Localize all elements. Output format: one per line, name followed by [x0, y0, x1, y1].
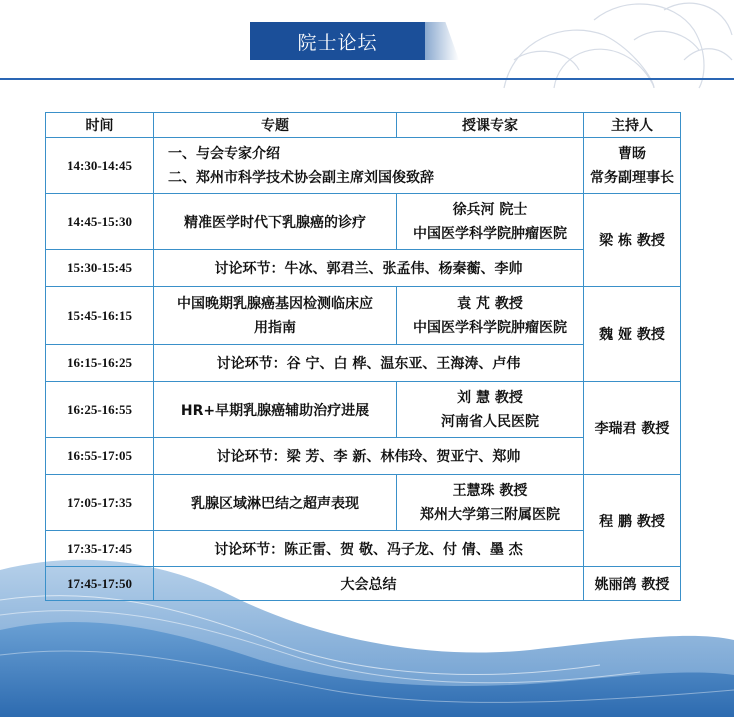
host-cell: 姚丽鸽 教授	[584, 567, 681, 601]
host-cell: 李瑞君 教授	[584, 382, 681, 475]
section-title-banner	[250, 22, 425, 60]
host-cell: 程 鹏 教授	[584, 475, 681, 567]
header-time: 时间	[46, 113, 154, 138]
expert-affiliation: 郑州大学第三附属医院	[420, 506, 560, 523]
expert-cell	[397, 287, 584, 345]
expert-affiliation: 中国医学科学院肿瘤医院	[413, 319, 567, 336]
table-row	[46, 194, 681, 250]
topic-cell: 乳腺区域淋巴结之超声表现	[154, 475, 397, 531]
host-name: 曹旸	[618, 145, 646, 162]
topic-line: 二、郑州市科学技术协会副主席刘国俊致辞	[168, 169, 434, 186]
expert-name: 刘 慧 教授	[457, 389, 523, 406]
expert-name: 徐兵河 院士	[452, 201, 528, 218]
topic-cell	[154, 138, 584, 194]
section-title: 院士论坛	[297, 31, 378, 54]
header-expert: 授课专家	[397, 113, 584, 138]
time-cell: 16:15-16:25	[46, 345, 154, 382]
time-cell: 17:35-17:45	[46, 531, 154, 567]
topic-cell	[154, 287, 397, 345]
expert-cell	[397, 475, 584, 531]
time-cell: 15:30-15:45	[46, 250, 154, 287]
time-cell: 15:45-16:15	[46, 287, 154, 345]
table-row	[46, 475, 681, 531]
topic-cell: HR+早期乳腺癌辅助治疗进展	[154, 382, 397, 438]
table-row	[46, 138, 681, 194]
table-row	[46, 567, 681, 601]
topic-cell: 精准医学时代下乳腺癌的诊疗	[154, 194, 397, 250]
topic-line: 一、与会专家介绍	[168, 145, 280, 162]
summary-cell: 大会总结	[154, 567, 584, 601]
topic-line: 用指南	[254, 319, 296, 336]
header-topic: 专题	[154, 113, 397, 138]
expert-cell	[397, 382, 584, 438]
table-row	[46, 287, 681, 345]
time-cell: 17:45-17:50	[46, 567, 154, 601]
host-cell: 魏 娅 教授	[584, 287, 681, 382]
schedule-table	[45, 112, 681, 601]
time-cell: 16:55-17:05	[46, 438, 154, 475]
discussion-cell: 讨论环节：牛冰、郭君兰、张孟伟、杨秦蘅、李帅	[154, 250, 584, 287]
header-host: 主持人	[584, 113, 681, 138]
time-cell: 16:25-16:55	[46, 382, 154, 438]
expert-affiliation: 河南省人民医院	[441, 413, 539, 430]
expert-name: 袁 芃 教授	[457, 295, 523, 312]
header-divider	[0, 78, 734, 80]
host-cell	[584, 138, 681, 194]
discussion-cell: 讨论环节：陈正雷、贺 敬、冯子龙、付 倩、墨 杰	[154, 531, 584, 567]
table-row	[46, 382, 681, 438]
time-cell: 17:05-17:35	[46, 475, 154, 531]
topic-line: 中国晚期乳腺癌基因检测临床应	[177, 295, 373, 312]
table-header-row	[46, 113, 681, 138]
expert-name: 王慧珠 教授	[452, 482, 528, 499]
time-cell: 14:30-14:45	[46, 138, 154, 194]
host-title: 常务副理事长	[590, 169, 674, 186]
host-cell: 梁 栋 教授	[584, 194, 681, 287]
discussion-cell: 讨论环节：谷 宁、白 桦、温东亚、王海涛、卢伟	[154, 345, 584, 382]
discussion-cell: 讨论环节：梁 芳、李 新、林伟玲、贺亚宁、郑帅	[154, 438, 584, 475]
expert-affiliation: 中国医学科学院肿瘤医院	[413, 225, 567, 242]
expert-cell	[397, 194, 584, 250]
time-cell: 14:45-15:30	[46, 194, 154, 250]
